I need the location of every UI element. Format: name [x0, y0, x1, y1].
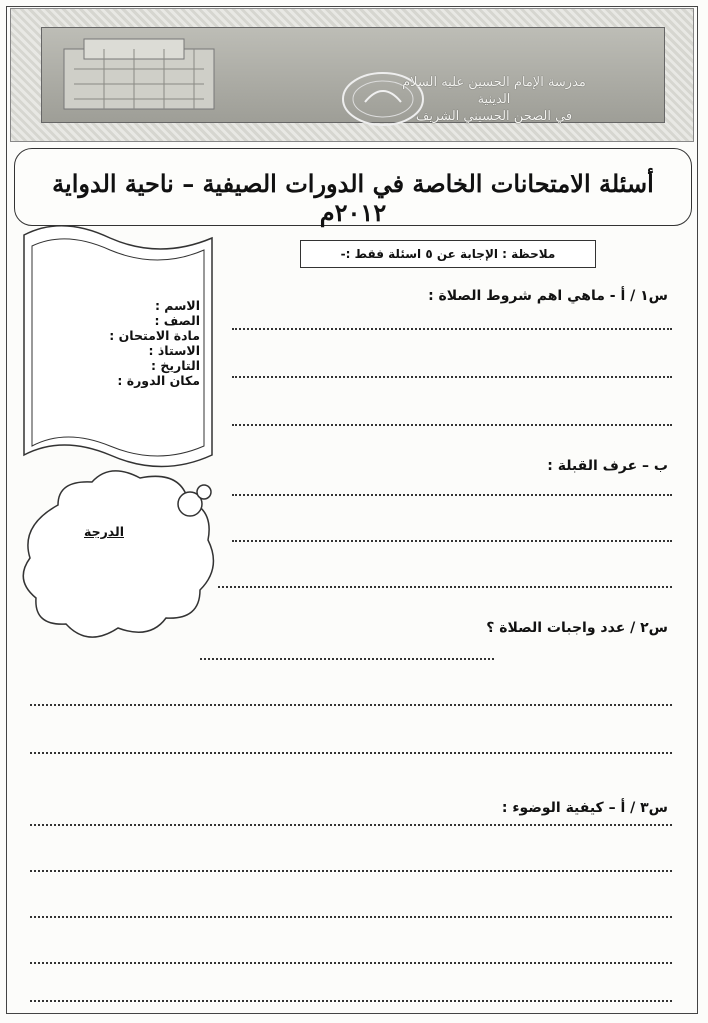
answer-line[interactable]: [30, 704, 672, 706]
answer-line[interactable]: [30, 962, 672, 964]
exam-title: أسئلة الامتحانات الخاصة في الدورات الصيفية – ناحية الدواية ٢٠١٢م: [52, 169, 654, 227]
student-info-list: [110, 298, 200, 388]
question-3a: س٣ / أ – كيفية الوضوء :: [501, 800, 668, 816]
field-location: مكان الدورة :: [117, 373, 200, 388]
field-teacher: الاستاذ :: [148, 343, 200, 358]
answer-line[interactable]: [200, 658, 494, 660]
instruction-note: ملاحظة : الإجابة عن ٥ اسئلة فقط :-: [300, 240, 596, 268]
question-1b: ب – عرف القبلة :: [547, 458, 668, 474]
answer-line[interactable]: [30, 824, 672, 826]
answer-line[interactable]: [30, 752, 672, 754]
answer-line[interactable]: [30, 1000, 672, 1002]
question-2: س٢ / عدد واجبات الصلاة ؟: [486, 620, 668, 636]
question-1a: س١ / أ - ماهي اهم شروط الصلاة :: [428, 288, 668, 304]
field-subject: مادة الامتحان :: [109, 328, 200, 343]
answer-line[interactable]: [232, 328, 672, 330]
field-date: التاريخ :: [150, 358, 200, 373]
answer-line[interactable]: [30, 870, 672, 872]
answer-line[interactable]: [232, 376, 672, 378]
field-class: الصف :: [154, 313, 200, 328]
answer-line[interactable]: [30, 916, 672, 918]
institution-line-2: في الصحن الحسيني الشريف: [415, 109, 573, 124]
answer-line[interactable]: [232, 424, 672, 426]
institution-line-1: مدرسة الإمام الحسين عليه السلام الدينية: [402, 75, 586, 107]
answer-line[interactable]: [218, 586, 672, 588]
answer-line[interactable]: [232, 494, 672, 496]
field-name: الاسم :: [154, 298, 200, 313]
grade-label: الدرجة: [84, 524, 124, 539]
answer-line[interactable]: [232, 540, 672, 542]
